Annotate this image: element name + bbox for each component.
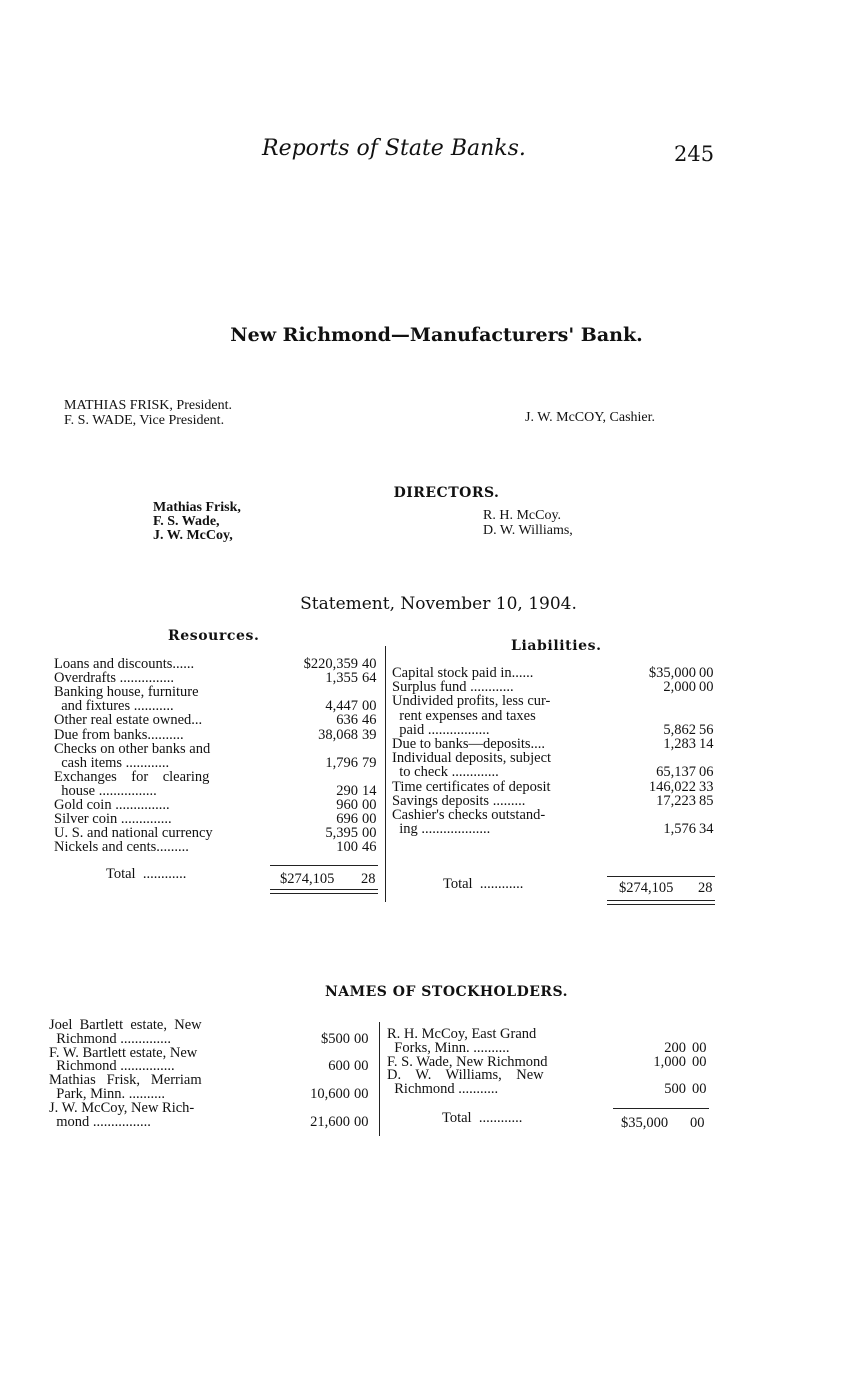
row-amount: 636 [336, 712, 358, 729]
row-label: Loans and discounts...... [54, 656, 195, 672]
row-label: Exchanges for clearing [54, 768, 210, 785]
resources-heading: Resources. [168, 628, 260, 644]
row-label: rent expenses and taxes [392, 707, 536, 724]
page-number: 245 [674, 142, 715, 166]
row-amount: 10,600 [310, 1085, 350, 1102]
row-amount: 1,576 [663, 821, 696, 838]
row-amount: $35,000 [648, 665, 696, 681]
liability-row [392, 666, 722, 680]
row-amount: 960 [336, 797, 358, 813]
row-label: mond ................ [49, 1113, 151, 1130]
row-amount: 600 [328, 1058, 350, 1075]
row-label: to check ............. [392, 764, 499, 781]
row-label: R. H. McCoy, East Grand [387, 1026, 537, 1042]
bank-title: New Richmond—Manufacturers' Bank. [230, 324, 643, 346]
row-label: Undivided profits, less cur- [392, 693, 551, 710]
liability-row [392, 780, 722, 794]
row-label: Nickels and cents......... [54, 839, 189, 856]
row-cents: 00 [362, 811, 377, 828]
row-label: Overdrafts ............... [54, 670, 175, 687]
running-title: Reports of State Banks. [262, 136, 526, 161]
row-amount: 146,022 [648, 778, 696, 795]
row-cents: 64 [362, 670, 377, 687]
stockholders-total-rule [613, 1108, 709, 1109]
row-cents: 46 [362, 712, 377, 729]
row-amount: 5,862 [663, 721, 696, 738]
row-label: Cashier's checks outstand- [392, 807, 546, 823]
row-label: F. S. Wade, New Richmond [387, 1053, 548, 1070]
row-label: Richmond .............. [49, 1030, 172, 1047]
officer-president: MATHIAS FRISK, President. [64, 398, 233, 413]
row-label: Joel Bartlett estate, New [49, 1017, 202, 1033]
row-label: Due to banks—deposits.... [392, 736, 546, 752]
resource-row [54, 728, 384, 742]
resource-row [54, 685, 384, 713]
row-label: Checks on other banks and [54, 740, 211, 757]
liabilities-total-rule [607, 876, 715, 877]
liabilities-total-cents: 28 [698, 880, 713, 896]
row-amount: 1,355 [325, 670, 358, 687]
row-label: Richmond ........... [387, 1081, 499, 1098]
resource-row [54, 840, 384, 854]
row-amount: 100 [336, 839, 358, 856]
row-cents: 79 [362, 754, 377, 771]
double-rule [607, 900, 715, 901]
row-cents: 00 [699, 665, 714, 681]
liability-row [392, 737, 722, 751]
row-label: Gold coin ............... [54, 797, 170, 813]
statement-title: Statement, November 10, 1904. [300, 594, 577, 614]
row-cents: 00 [362, 797, 377, 813]
row-amount: 65,137 [656, 764, 696, 781]
double-rule [270, 889, 378, 890]
row-cents: 00 [699, 679, 714, 696]
director-name: F. S. Wade, [153, 514, 220, 529]
stockholders-total-amount: $35,000 [621, 1115, 669, 1131]
row-label: Forks, Minn. .......... [387, 1039, 510, 1056]
row-cents: 85 [699, 792, 714, 809]
liability-row [392, 751, 722, 779]
row-label: and fixtures ........... [54, 698, 174, 715]
liabilities-total-amount: $274,105 [619, 880, 674, 896]
row-label: D. W. Williams, New [387, 1067, 544, 1084]
resource-row [54, 770, 384, 798]
resources-total-cents: 28 [361, 871, 376, 887]
row-amount: 1,283 [663, 736, 696, 752]
row-cents: 00 [362, 825, 377, 842]
row-amount: 500 [664, 1081, 686, 1098]
row-amount: 1,796 [325, 754, 358, 771]
row-cents: 56 [699, 721, 714, 738]
row-amount: 2,000 [663, 679, 696, 696]
director-name: J. W. McCoy, [153, 528, 233, 543]
row-label: Silver coin .............. [54, 811, 172, 828]
resource-row [54, 742, 384, 770]
stockholder-row [49, 1018, 374, 1046]
resource-row [54, 798, 384, 812]
stockholder-row [387, 1068, 712, 1096]
stockholders-total-label: Total ............ [442, 1110, 523, 1126]
row-cents: 00 [354, 1058, 369, 1075]
officer-cashier: J. W. McCOY, Cashier. [525, 410, 656, 425]
row-cents: 00 [362, 698, 377, 715]
row-label: Surplus fund ............ [392, 679, 514, 696]
row-cents: 33 [699, 778, 714, 795]
row-cents: 06 [699, 764, 714, 781]
row-cents: 34 [699, 821, 714, 838]
row-amount: $220,359 [303, 656, 358, 672]
row-amount: 5,395 [325, 825, 358, 842]
resource-row [54, 657, 384, 671]
director-name: R. H. McCoy. [483, 508, 562, 523]
row-label: Individual deposits, subject [392, 750, 552, 767]
row-cents: 00 [354, 1030, 369, 1047]
row-cents: 00 [354, 1113, 369, 1130]
officer-vice-president: F. S. WADE, Vice President. [64, 413, 225, 428]
row-amount: 696 [336, 811, 358, 828]
liabilities-heading: Liabilities. [511, 638, 602, 654]
resource-row [54, 812, 384, 826]
row-amount: 290 [336, 782, 358, 799]
row-label: Due from banks.......... [54, 726, 184, 743]
stockholder-row [387, 1027, 712, 1055]
row-amount: 21,600 [310, 1113, 350, 1130]
statement-column-divider [385, 646, 386, 902]
row-amount: 38,068 [318, 726, 358, 743]
resource-row [54, 713, 384, 727]
row-amount: 4,447 [325, 698, 358, 715]
liability-row [392, 694, 722, 737]
row-label: Banking house, furniture [54, 684, 199, 701]
row-label: house ................ [54, 782, 157, 799]
liabilities-total-label: Total ............ [443, 876, 524, 892]
row-label: F. W. Bartlett estate, New [49, 1044, 198, 1061]
row-cents: 00 [692, 1039, 707, 1056]
row-label: U. S. and national currency [54, 825, 213, 842]
row-cents: 00 [354, 1085, 369, 1102]
resource-row [54, 826, 384, 840]
row-amount: $500 [321, 1030, 350, 1047]
row-cents: 14 [362, 782, 377, 799]
director-name: Mathias Frisk, [153, 500, 241, 515]
row-amount: 1,000 [653, 1053, 686, 1070]
resources-total-rule [270, 865, 378, 866]
resource-row [54, 671, 384, 685]
row-cents: 14 [699, 736, 714, 752]
row-cents: 40 [362, 656, 377, 672]
row-label: Richmond ............... [49, 1058, 175, 1075]
row-cents: 46 [362, 839, 377, 856]
stockholders-column-divider [379, 1022, 380, 1136]
row-label: Mathias Frisk, Merriam [49, 1072, 202, 1089]
stockholder-row [49, 1073, 374, 1101]
director-name: D. W. Williams, [483, 523, 573, 538]
row-cents: 39 [362, 726, 377, 743]
row-label: Park, Minn. .......... [49, 1085, 165, 1102]
double-rule [607, 904, 715, 905]
row-cents: 00 [692, 1081, 707, 1098]
directors-heading: DIRECTORS. [393, 485, 500, 501]
row-amount: 17,223 [656, 792, 696, 809]
row-amount: 200 [664, 1039, 686, 1056]
row-label: paid ................. [392, 721, 490, 738]
row-label: Other real estate owned... [54, 712, 203, 729]
row-label: Time certificates of deposit [392, 778, 551, 795]
row-label: J. W. McCoy, New Rich- [49, 1099, 195, 1116]
resources-total-label: Total ............ [106, 866, 187, 882]
stockholders-heading: NAMES OF STOCKHOLDERS. [324, 984, 569, 1000]
resources-total-amount: $274,105 [280, 871, 335, 887]
row-label: Savings deposits ......... [392, 792, 526, 809]
row-label: cash items ............ [54, 754, 170, 771]
stockholder-row [49, 1101, 374, 1129]
liability-row [392, 680, 722, 694]
double-rule [270, 893, 378, 894]
stockholder-row [49, 1046, 374, 1074]
row-label: Capital stock paid in...... [392, 665, 534, 681]
liability-row [392, 808, 722, 836]
stockholders-total-cents: 00 [690, 1115, 705, 1131]
liability-row [392, 794, 722, 808]
stockholder-row [387, 1055, 712, 1069]
row-cents: 00 [692, 1053, 707, 1070]
row-label: ing ................... [392, 821, 491, 838]
